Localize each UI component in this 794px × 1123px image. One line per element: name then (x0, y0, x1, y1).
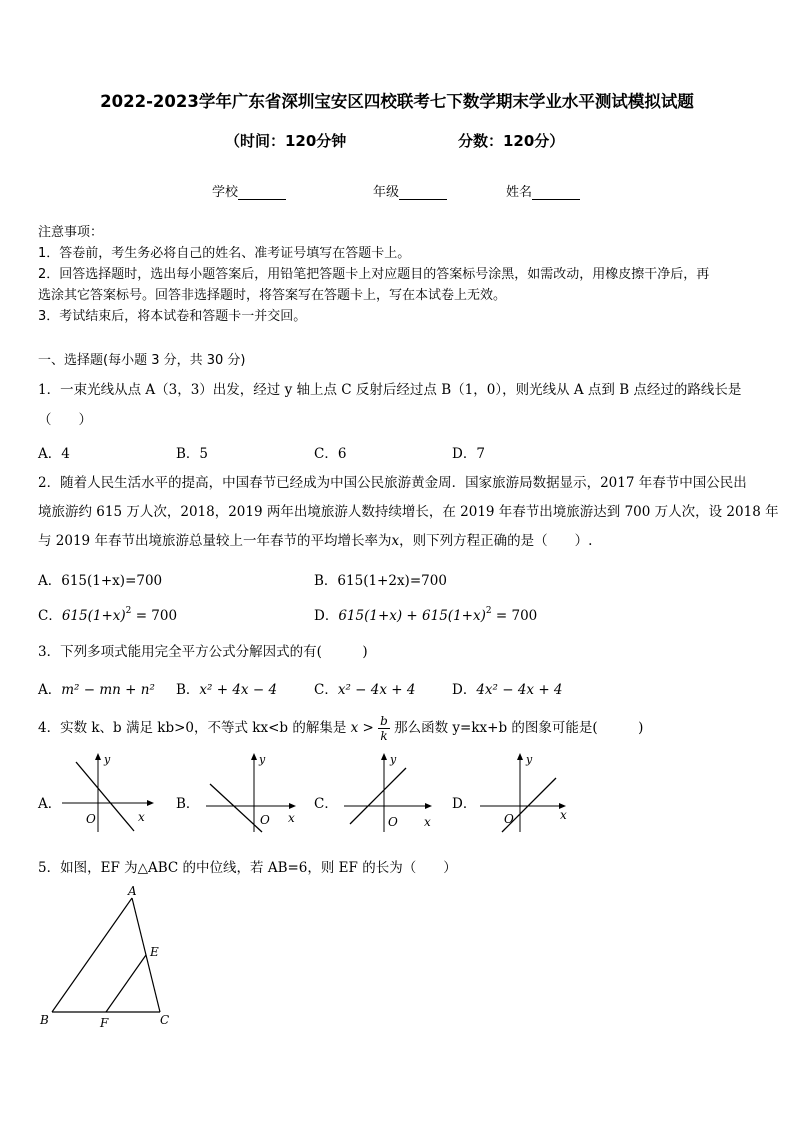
q4-graph-b[interactable] (202, 752, 302, 834)
function-line (76, 762, 134, 831)
y-arrow-icon (381, 753, 387, 760)
axis-y-label: y (390, 753, 397, 766)
x-arrow-icon (425, 803, 432, 809)
name-label: 姓名 (506, 185, 533, 200)
q4-stem-text: 那么函数 y=kx+b 的图象可能是( ) (394, 720, 644, 736)
name-blank[interactable] (532, 185, 580, 200)
axis-x-label: x (288, 811, 295, 825)
q2-option-c[interactable] (38, 604, 177, 624)
notice-item: 选涂其它答案标号。回答非选择题时，将答案写在答题卡上，写在本试卷上无效。 (38, 288, 507, 303)
total-score: 分数：120分） (458, 132, 565, 150)
q4-graph-a[interactable] (58, 752, 158, 834)
side-ab (52, 898, 132, 1012)
origin-label: O (260, 813, 270, 827)
q4-option-c-label[interactable]: C． (314, 796, 338, 812)
q2-option-a[interactable]: A．615(1+x)=700 (38, 573, 163, 589)
q4-inequality: x > (350, 720, 374, 736)
q2-option-c-label: C． (38, 608, 62, 624)
origin-label: O (86, 812, 96, 826)
q3-stem: 3．下列多项式能用完全平方公式分解因式的有( ) (38, 644, 368, 660)
q3-option-a-expr: m² − mn + n² (61, 682, 155, 698)
y-arrow-icon (251, 753, 257, 760)
q2-option-d-label: D． (314, 608, 339, 624)
q4-option-b-label[interactable]: B． (176, 796, 200, 812)
section-heading: 一、选择题(每小题 3 分，共 30 分) (38, 353, 246, 368)
axis-y-label: y (526, 753, 533, 766)
origin-label: O (388, 815, 398, 829)
q5-stem: 5．如图，EF 为△ABC 的中位线，若 AB=6，则 EF 的长为（ ） (38, 860, 457, 876)
q3-option-a[interactable] (38, 678, 155, 698)
q1-blank: （ ） (38, 412, 92, 428)
exam-title: 2022-2023学年广东省深圳宝安区四校联考七下数学期末学业水平测试模拟试题 (100, 92, 694, 111)
q2-option-c-power: 2 (125, 606, 132, 616)
q1-option-c[interactable]: C．6 (314, 446, 347, 462)
q4-option-a-label[interactable]: A． (38, 796, 62, 812)
q3-option-c-expr: x² − 4x + 4 (337, 682, 416, 698)
q2-stem-line (38, 531, 760, 552)
notice-item: 2．回答选择题时，选出每小题答案后，用铅笔把答题卡上对应题目的答案标号涂黑，如需改动，用橡皮擦干净后，再 (38, 267, 710, 282)
point-e-label: E (150, 945, 159, 959)
q3-option-a-label: A． (38, 682, 62, 698)
axis-x-label: x (560, 808, 567, 822)
question-1 (38, 380, 760, 431)
point-c-label: C (160, 1013, 170, 1027)
q3-option-b[interactable] (176, 678, 277, 698)
q1-stem: 1．一束光线从点 A（3，3）出发，经过 y 轴上点 C 反射后经过点 B（1，0），则光线从 A 点到 B 点经过的路线长是 (38, 382, 742, 398)
time-limit: （时间：120分钟 (225, 132, 347, 150)
q2-option-b[interactable]: B．615(1+2x)=700 (314, 573, 447, 589)
grade-label: 年级 (373, 185, 400, 200)
question-5 (38, 858, 760, 879)
q2-variable: x (391, 533, 400, 549)
point-f-label: F (100, 1016, 109, 1030)
x-arrow-icon (289, 803, 296, 809)
grade-blank[interactable] (399, 185, 447, 200)
notice-item: 3．考试结束后，将本试卷和答题卡一并交回。 (38, 309, 307, 324)
question-4 (38, 714, 760, 743)
school-label: 学校 (212, 185, 239, 200)
point-a-label: A (128, 884, 137, 898)
notice-item: 1．答卷前，考生务必将自己的姓名、准考证号填写在答题卡上。 (38, 246, 411, 261)
q4-stem (38, 714, 760, 743)
q2-stem-line: 境旅游约 615 万人次，2018，2019 两年出境旅游人数持续增长，在 2019 年春节出境旅游达到 700 万人次，设 2018 年 (38, 504, 779, 520)
q4-stem-text: 4．实数 k、b 满足 kb>0，不等式 kx<b 的解集是 (38, 720, 347, 736)
q1-option-b[interactable]: B．5 (176, 446, 209, 462)
q2-option-d-expr: 615(1+x) + 615(1+x) (338, 608, 486, 624)
y-arrow-icon (95, 753, 101, 760)
q2-stem-text: ，则下列方程正确的是（ ）. (399, 533, 593, 549)
q4-graph-c[interactable] (340, 752, 440, 834)
question-3 (38, 642, 760, 663)
x-arrow-icon (147, 800, 154, 806)
notice-block (38, 222, 760, 327)
q4-fraction-numerator: b (380, 714, 388, 728)
q2-option-d[interactable] (314, 604, 537, 624)
name-field[interactable] (506, 181, 580, 200)
q3-option-d-expr: 4x² − 4x + 4 (476, 682, 563, 698)
question-2 (38, 473, 779, 552)
q3-option-c-label: C． (314, 682, 338, 698)
q4-fraction (378, 714, 390, 743)
q2-option-d-power: 2 (485, 606, 492, 616)
q2-stem-line: 2．随着人民生活水平的提高，中国春节已经成为中国公民旅游黄金周．国家旅游局数据显示，2017 年春节中国公民出 (38, 475, 747, 491)
q4-option-d-label[interactable]: D． (452, 796, 477, 812)
q3-option-c[interactable] (314, 678, 415, 698)
axis-x-label: x (138, 810, 145, 824)
q1-option-a[interactable]: A．4 (38, 446, 70, 462)
notice-heading: 注意事项： (38, 225, 104, 240)
axis-y-label: y (104, 753, 111, 766)
q4-graph-d[interactable] (476, 752, 576, 834)
q2-option-c-rhs: = 700 (131, 608, 178, 624)
q4-fraction-denominator: k (380, 729, 388, 743)
origin-label: O (504, 812, 514, 826)
midline-ef (106, 955, 146, 1012)
q5-triangle-figure (36, 882, 186, 1030)
school-field[interactable] (212, 181, 286, 200)
q2-option-d-rhs: = 700 (491, 608, 538, 624)
q2-option-c-expr: 615(1+x) (61, 608, 126, 624)
axis-x-label: x (424, 815, 431, 829)
point-b-label: B (40, 1013, 49, 1027)
q3-option-d-label: D． (452, 682, 477, 698)
grade-field[interactable] (373, 181, 447, 200)
q3-option-b-label: B． (176, 682, 200, 698)
q3-option-d[interactable] (452, 678, 563, 698)
q2-stem-text: 与 2019 年春节出境旅游总量较上一年春节的平均增长率为 (38, 533, 392, 549)
y-arrow-icon (517, 753, 523, 760)
axis-y-label: y (259, 753, 266, 766)
school-blank[interactable] (238, 185, 286, 200)
q1-option-d[interactable]: D．7 (452, 446, 485, 462)
q3-option-b-expr: x² + 4x − 4 (199, 682, 278, 698)
